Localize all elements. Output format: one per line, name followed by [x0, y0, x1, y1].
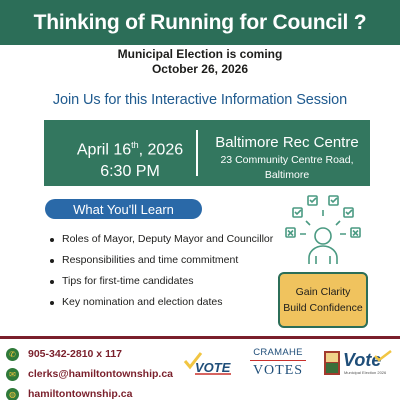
header-banner — [0, 0, 400, 45]
check-mark — [295, 210, 301, 214]
list-item: Responsibilities and time commitment — [50, 250, 273, 271]
contact-website[interactable] — [6, 385, 173, 400]
learn-heading: What You'll Learn — [45, 199, 202, 219]
checkmark-icon — [373, 350, 393, 362]
website-link: hamiltontownship.ca — [28, 388, 133, 400]
list-item: Key nomination and election dates — [50, 292, 273, 313]
contact-phone[interactable] — [6, 345, 173, 363]
page-title: Thinking of Running for Council ? — [33, 10, 367, 34]
crest-icon — [323, 349, 341, 379]
cramahe-logo-rule — [250, 360, 306, 361]
panel-divider — [196, 130, 198, 176]
contact-info — [6, 345, 173, 400]
election-date: October 26, 2026 — [151, 62, 249, 76]
election-notice: Municipal Election is coming — [117, 47, 283, 61]
event-time: 6:30 PM — [100, 163, 160, 181]
venue-address-line1: 23 Community Centre Road, — [220, 154, 354, 166]
list-item: Roles of Mayor, Deputy Mayor and Councillor — [50, 229, 273, 250]
clarity-callout — [278, 272, 368, 328]
event-venue — [204, 133, 370, 183]
event-details-panel — [44, 120, 370, 186]
phone-icon: ✆ — [6, 348, 19, 361]
list-item: Tips for first-time candidates — [50, 271, 273, 292]
clarity-line2: Build Confidence — [283, 302, 363, 314]
person-icon — [315, 228, 331, 244]
email-address: clerks@hamiltontownship.ca — [28, 368, 174, 380]
venue-address-line2: Baltimore — [264, 169, 310, 181]
election-info — [0, 46, 400, 77]
vote-logo-text: VOTE — [195, 360, 231, 375]
vote-caption: Municipal Election 2026 — [344, 370, 387, 375]
event-date: April 16th, 2026 — [76, 140, 184, 159]
person-checklist-illustration — [278, 192, 368, 272]
municipal-vote-logo — [323, 349, 397, 379]
clarity-line1: Gain Clarity — [295, 286, 351, 298]
globe-icon: ◍ — [6, 388, 19, 400]
vote-logo — [183, 351, 233, 375]
contact-email[interactable] — [6, 365, 173, 383]
session-invite: Join Us for this Interactive Information Session — [52, 92, 348, 108]
cramahe-logo-bottom: VOTES — [252, 363, 304, 378]
cramahe-logo-top: CRAMAHE — [253, 347, 303, 358]
phone-number: 905-342-2810 x 117 — [28, 348, 123, 360]
learn-list — [50, 229, 273, 313]
venue-name: Baltimore Rec Centre — [215, 134, 359, 151]
email-icon: ✉ — [6, 368, 19, 381]
vote-wordmark: Vote — [343, 350, 382, 370]
cramahe-votes-logo — [244, 347, 312, 380]
event-datetime — [70, 134, 190, 183]
footer-divider — [0, 336, 400, 339]
